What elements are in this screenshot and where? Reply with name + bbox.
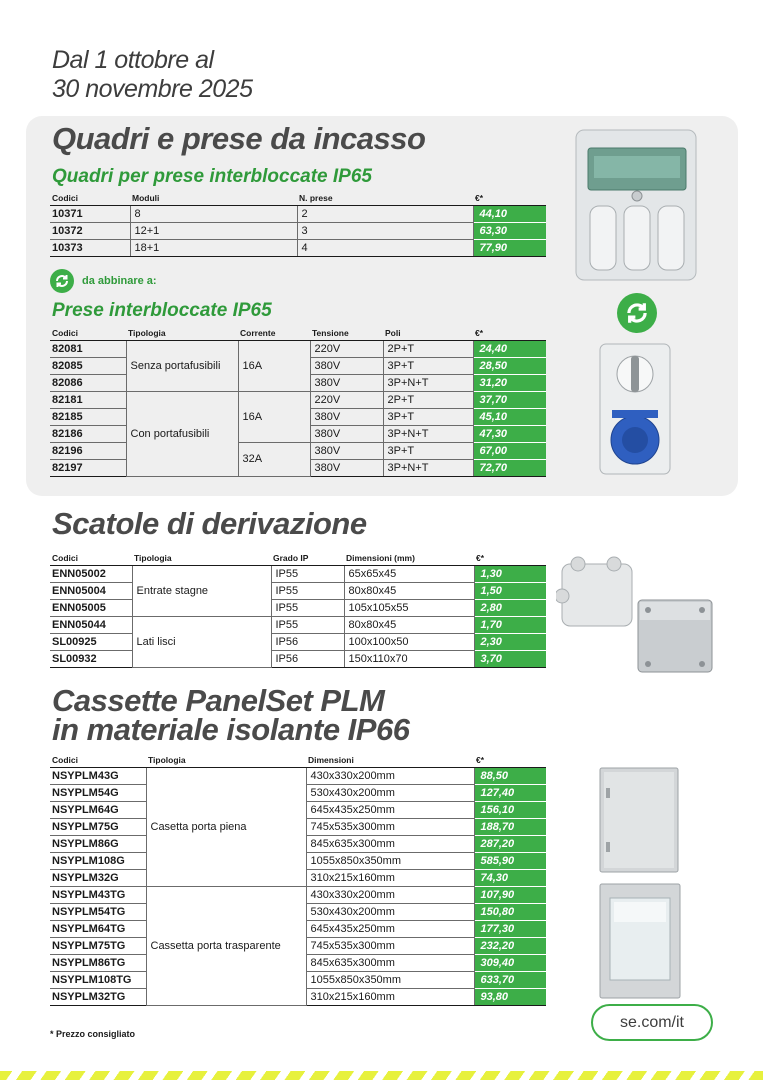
product-code: 10371: [50, 205, 130, 222]
price-cell: 63,30: [473, 222, 546, 239]
combine-note: [50, 269, 157, 293]
dimension-cell: 430x330x200mm: [306, 767, 474, 784]
dimension-cell: 745x535x300mm: [306, 937, 474, 954]
product-code: NSYPLM108TG: [50, 971, 146, 988]
poli-cell: 3P+T: [383, 408, 473, 425]
table-row: [50, 582, 546, 599]
col-header-dimensioni: Dimensioni: [306, 752, 474, 767]
poli-cell: 2P+T: [383, 340, 473, 357]
tipologia-cell: Senza portafusibili: [126, 340, 238, 391]
col-header-corrente: Corrente: [238, 325, 310, 340]
price-cell: 93,80: [474, 988, 546, 1005]
tensione-cell: 380V: [310, 442, 383, 459]
tensione-cell: 380V: [310, 408, 383, 425]
section-title-cassette-line2: in materiale isolante IP66: [52, 712, 410, 747]
price-cell: 37,70: [473, 391, 546, 408]
dimension-cell: 150x110x70: [344, 650, 474, 667]
price-cell: 28,50: [473, 357, 546, 374]
price-cell: 77,90: [473, 239, 546, 256]
product-code: NSYPLM43G: [50, 767, 146, 784]
hazard-stripe-decoration: [0, 1071, 763, 1080]
price-cell: 1,50: [474, 582, 546, 599]
dimension-cell: 80x80x45: [344, 582, 474, 599]
promo-dates: [52, 46, 252, 104]
product-code: SL00925: [50, 633, 132, 650]
subtitle-prese-interbloccate: Prese interbloccate IP65: [52, 300, 272, 321]
table-row: [50, 616, 546, 633]
junction-boxes-image: [556, 552, 720, 685]
price-cell: 156,10: [474, 801, 546, 818]
table-row: [50, 650, 546, 667]
distribution-board-image: [566, 126, 706, 291]
dimension-cell: 65x65x45: [344, 565, 474, 582]
prese-cell: 3: [297, 222, 473, 239]
ip-cell: IP55: [271, 616, 344, 633]
table-row: [50, 391, 546, 408]
dimension-cell: 80x80x45: [344, 616, 474, 633]
dimension-cell: 430x330x200mm: [306, 886, 474, 903]
ip-cell: IP56: [271, 633, 344, 650]
product-code: NSYPLM32TG: [50, 988, 146, 1005]
dimension-cell: 745x535x300mm: [306, 818, 474, 835]
price-cell: 88,50: [474, 767, 546, 784]
dimension-cell: 530x430x200mm: [306, 784, 474, 801]
table-row: [50, 767, 546, 784]
moduli-cell: 18+1: [130, 239, 297, 256]
price-cell: 1,30: [474, 565, 546, 582]
corrente-cell: 32A: [238, 442, 310, 476]
product-code: NSYPLM54TG: [50, 903, 146, 920]
product-code: ENN05044: [50, 616, 132, 633]
price-cell: 74,30: [474, 869, 546, 886]
price-cell: 3,70: [474, 650, 546, 667]
dimension-cell: 310x215x160mm: [306, 988, 474, 1005]
website-link[interactable]: se.com/it: [591, 1004, 713, 1041]
table-row: [50, 239, 546, 256]
poli-cell: 3P+T: [383, 357, 473, 374]
dimension-cell: 105x105x55: [344, 599, 474, 616]
tensione-cell: 220V: [310, 340, 383, 357]
tipologia-cell: Entrate stagne: [132, 565, 271, 616]
product-code: 82086: [50, 374, 126, 391]
section-title-scatole: Scatole di derivazione: [52, 506, 367, 541]
recycle-arrows-icon: [50, 269, 74, 293]
ip-cell: IP55: [271, 582, 344, 599]
interlocked-socket-image: [596, 342, 674, 483]
col-header-price: €*: [473, 325, 546, 340]
tipologia-cell: Casetta porta piena: [146, 767, 306, 886]
product-code: NSYPLM64G: [50, 801, 146, 818]
ip-cell: IP56: [271, 650, 344, 667]
col-header-price: €*: [474, 752, 546, 767]
poli-cell: 2P+T: [383, 391, 473, 408]
price-cell: 67,00: [473, 442, 546, 459]
product-code: ENN05002: [50, 565, 132, 582]
col-header-codici: Codici: [50, 325, 126, 340]
poli-cell: 3P+N+T: [383, 459, 473, 476]
prese-cell: 4: [297, 239, 473, 256]
price-cell: 585,90: [474, 852, 546, 869]
scatole-table: [50, 550, 546, 668]
promo-date-line1: Dal 1 ottobre al: [52, 46, 214, 74]
tipologia-cell: Con portafusibili: [126, 391, 238, 476]
product-code: ENN05005: [50, 599, 132, 616]
price-cell: 72,70: [473, 459, 546, 476]
product-code: NSYPLM75TG: [50, 937, 146, 954]
col-header-poli: Poli: [383, 325, 473, 340]
tensione-cell: 380V: [310, 459, 383, 476]
product-code: NSYPLM32G: [50, 869, 146, 886]
poli-cell: 3P+T: [383, 442, 473, 459]
col-header-codici: Codici: [50, 190, 130, 205]
tensione-cell: 220V: [310, 391, 383, 408]
price-cell: 47,30: [473, 425, 546, 442]
price-cell: 44,10: [473, 205, 546, 222]
price-cell: 177,30: [474, 920, 546, 937]
table-row: [50, 633, 546, 650]
dimension-cell: 310x215x160mm: [306, 869, 474, 886]
product-code: ENN05004: [50, 582, 132, 599]
col-header-codici: Codici: [50, 550, 132, 565]
product-code: NSYPLM43TG: [50, 886, 146, 903]
tensione-cell: 380V: [310, 357, 383, 374]
dimension-cell: 530x430x200mm: [306, 903, 474, 920]
product-code: NSYPLM64TG: [50, 920, 146, 937]
table-row: [50, 205, 546, 222]
price-cell: 232,20: [474, 937, 546, 954]
product-code: 82081: [50, 340, 126, 357]
table-row: [50, 886, 546, 903]
table-row: [50, 222, 546, 239]
dimension-cell: 645x435x250mm: [306, 801, 474, 818]
tensione-cell: 380V: [310, 374, 383, 391]
poli-cell: 3P+N+T: [383, 374, 473, 391]
dimension-cell: 100x100x50: [344, 633, 474, 650]
section-title-quadri: Quadri e prese da incasso: [52, 121, 426, 156]
prese-cell: 2: [297, 205, 473, 222]
col-header-price: €*: [474, 550, 546, 565]
table-row: [50, 565, 546, 582]
footnote: * Prezzo consigliato: [50, 1029, 136, 1039]
tensione-cell: 380V: [310, 425, 383, 442]
col-header-dimensioni: Dimensioni (mm): [344, 550, 474, 565]
col-header-n-prese: N. prese: [297, 190, 473, 205]
enclosure-solid-door-image: [594, 766, 684, 879]
product-code: NSYPLM54G: [50, 784, 146, 801]
price-cell: 2,80: [474, 599, 546, 616]
product-code: 82181: [50, 391, 126, 408]
dimension-cell: 1055x850x350mm: [306, 971, 474, 988]
col-header-codici: Codici: [50, 752, 146, 767]
product-code: SL00932: [50, 650, 132, 667]
price-cell: 150,80: [474, 903, 546, 920]
price-cell: 127,40: [474, 784, 546, 801]
price-cell: 107,90: [474, 886, 546, 903]
recycle-arrows-icon: [617, 293, 657, 333]
price-cell: 24,40: [473, 340, 546, 357]
price-cell: 309,40: [474, 954, 546, 971]
col-header-moduli: Moduli: [130, 190, 297, 205]
price-cell: 45,10: [473, 408, 546, 425]
prese-table: [50, 325, 546, 477]
corrente-cell: 16A: [238, 340, 310, 391]
product-code: NSYPLM108G: [50, 852, 146, 869]
price-cell: 287,20: [474, 835, 546, 852]
product-code: 10373: [50, 239, 130, 256]
product-code: 82085: [50, 357, 126, 374]
dimension-cell: 1055x850x350mm: [306, 852, 474, 869]
cassette-table: [50, 752, 546, 1006]
dimension-cell: 845x635x300mm: [306, 954, 474, 971]
dimension-cell: 845x635x300mm: [306, 835, 474, 852]
combine-label: da abbinare a:: [82, 275, 157, 287]
product-code: 82185: [50, 408, 126, 425]
product-code: NSYPLM86TG: [50, 954, 146, 971]
product-code: NSYPLM75G: [50, 818, 146, 835]
ip-cell: IP55: [271, 565, 344, 582]
section-title-cassette-line1: Cassette PanelSet PLM: [52, 683, 385, 718]
table-row: [50, 599, 546, 616]
tipologia-cell: Lati lisci: [132, 616, 271, 667]
price-cell: 31,20: [473, 374, 546, 391]
col-header-grado-ip: Grado IP: [271, 550, 344, 565]
col-header-tensione: Tensione: [310, 325, 383, 340]
price-cell: 2,30: [474, 633, 546, 650]
col-header-tipologia: Tipologia: [146, 752, 306, 767]
ip-cell: IP55: [271, 599, 344, 616]
tipologia-cell: Cassetta porta trasparente: [146, 886, 306, 1005]
table-row: [50, 340, 546, 357]
quadri-table: [50, 190, 546, 257]
product-code: NSYPLM86G: [50, 835, 146, 852]
poli-cell: 3P+N+T: [383, 425, 473, 442]
promo-date-line2: 30 novembre 2025: [52, 75, 253, 103]
enclosure-transparent-door-image: [598, 882, 682, 1005]
price-cell: 633,70: [474, 971, 546, 988]
col-header-tipologia: Tipologia: [126, 325, 238, 340]
product-code: 82186: [50, 425, 126, 442]
moduli-cell: 12+1: [130, 222, 297, 239]
corrente-cell: 16A: [238, 391, 310, 442]
price-cell: 1,70: [474, 616, 546, 633]
moduli-cell: 8: [130, 205, 297, 222]
product-code: 82197: [50, 459, 126, 476]
product-code: 82196: [50, 442, 126, 459]
subtitle-quadri-interbloccate: Quadri per prese interbloccate IP65: [52, 166, 372, 187]
product-code: 10372: [50, 222, 130, 239]
dimension-cell: 645x435x250mm: [306, 920, 474, 937]
table-row: [50, 442, 546, 459]
col-header-tipologia: Tipologia: [132, 550, 271, 565]
col-header-price: €*: [473, 190, 546, 205]
price-cell: 188,70: [474, 818, 546, 835]
